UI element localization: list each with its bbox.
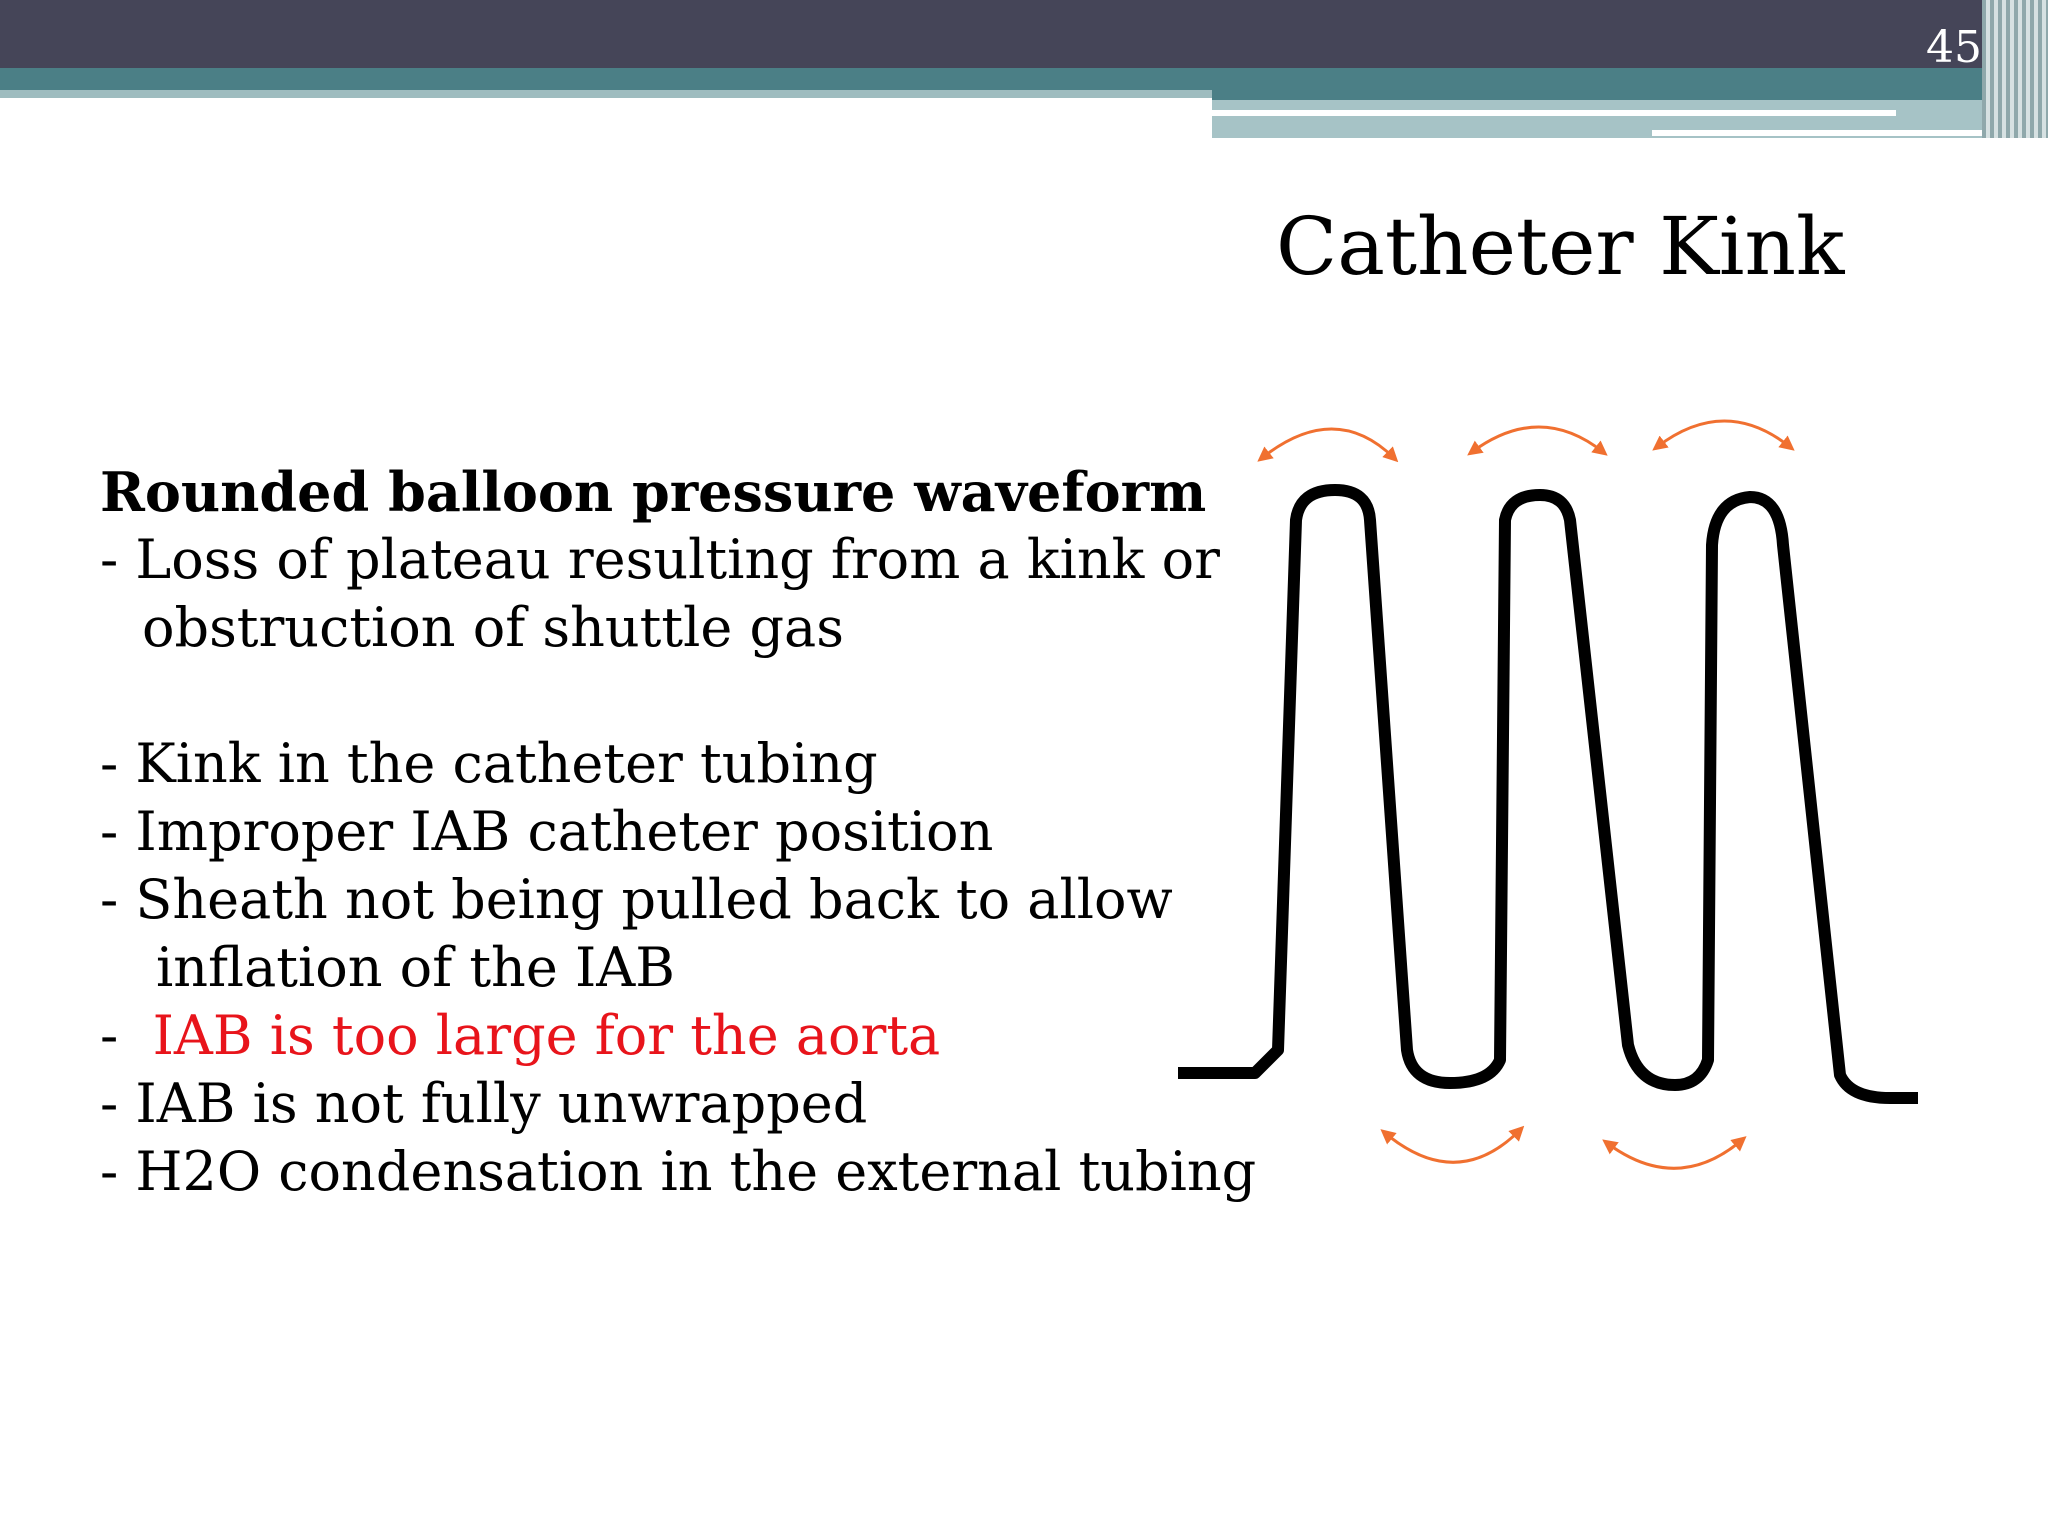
- bullet-text-red: IAB is too large for the aorta: [152, 1004, 941, 1067]
- content-heading: Rounded balloon pressure waveform: [100, 460, 1207, 524]
- slide-title: Catheter Kink: [1276, 200, 1845, 293]
- header-white-line: [1212, 110, 1896, 116]
- intro-line-2: obstruction of shuttle gas: [142, 596, 844, 659]
- waveform-illustration: [1160, 400, 1940, 1230]
- bullet-item: - IAB is not fully unwrapped: [100, 1072, 868, 1135]
- orange-arrow-bottom-1: [1385, 1130, 1520, 1162]
- content-spacer: [100, 662, 1200, 730]
- header-band-teal: [0, 68, 2048, 90]
- bullet-dash: -: [100, 1004, 153, 1067]
- orange-arrow-top-2: [1472, 427, 1603, 452]
- pressure-waveform-line: [1178, 490, 1918, 1098]
- bullet-item: - Kink in the catheter tubing: [100, 732, 878, 795]
- header-stripes: [1982, 0, 2048, 138]
- header-band-teal-right: [1212, 90, 1982, 100]
- bullet-item-continuation: inflation of the IAB: [156, 936, 675, 999]
- orange-arrow-top-1: [1262, 429, 1394, 458]
- slide-number: 45: [1926, 22, 1982, 73]
- bullet-item: - Improper IAB catheter position: [100, 800, 994, 863]
- orange-arrow-bottom-2: [1607, 1140, 1742, 1168]
- bullet-item-highlighted: [100, 1002, 1200, 1070]
- header-white-line-lower: [1652, 130, 1982, 136]
- slide-content: [100, 458, 1257, 1206]
- orange-arrow-top-3: [1657, 421, 1790, 447]
- header-band-dark: [0, 0, 2048, 68]
- header-band-light-left: [0, 90, 1212, 98]
- intro-line-1: - Loss of plateau resulting from a kink or: [100, 528, 1220, 591]
- bullet-item: - H2O condensation in the external tubing: [100, 1140, 1257, 1203]
- bullet-item: - Sheath not being pulled back to allow: [100, 868, 1173, 931]
